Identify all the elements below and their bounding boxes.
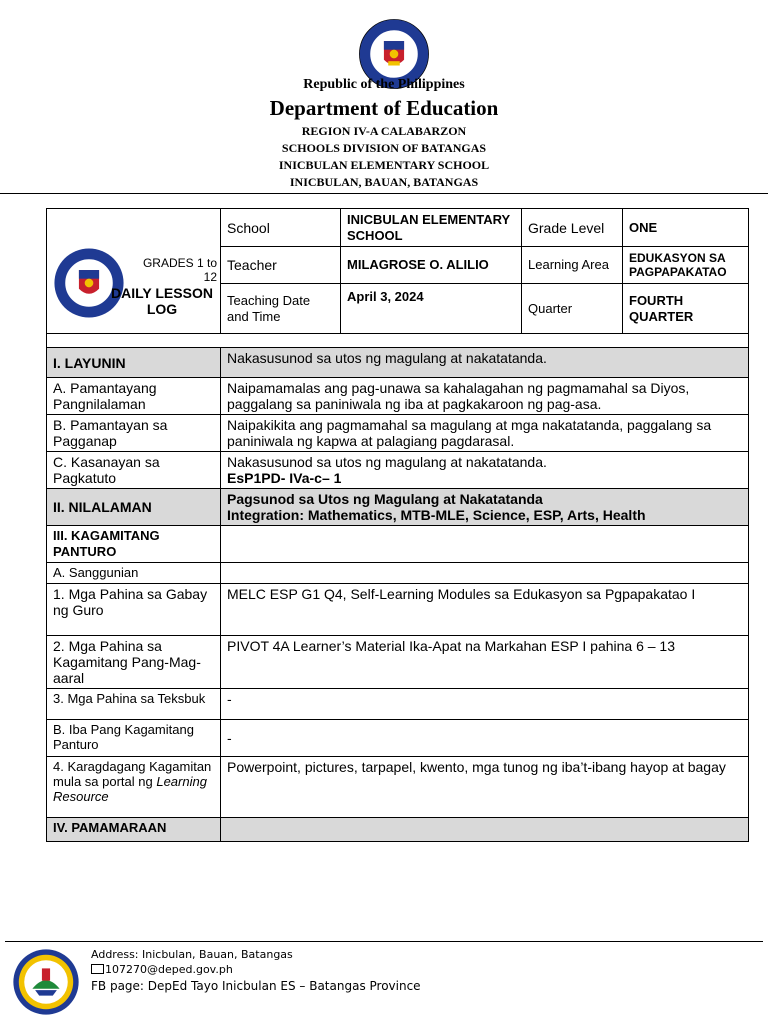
school-logo (12, 948, 80, 1016)
envelope-icon (91, 964, 104, 974)
teacher-label: Teacher (221, 247, 341, 284)
school-heading: INICBULAN ELEMENTARY SCHOOL (278, 158, 490, 172)
division-heading: SCHOOLS DIVISION OF BATANGAS (281, 141, 487, 155)
footer-fb[interactable]: FB page: DepEd Tayo Inicbulan ES – Batangas Province (91, 979, 421, 993)
teacher-value: MILAGROSE O. ALILIO (341, 247, 522, 284)
learning-resource-text: Learning Resource (53, 774, 207, 804)
pamantayang-pangnilalaman-label: A. Pamantayang Pangnilalaman (47, 378, 221, 415)
nilalaman-label: II. NILALAMAN (47, 489, 221, 526)
nilalaman-topic: Pagsunod sa Utos ng Magulang at Nakatatanda (227, 491, 543, 507)
iba-pang-kagamitan-label: B. Iba Pang Kagamitang Panturo (47, 720, 221, 757)
teksbuk-value: - (221, 689, 749, 720)
address-heading: INICBULAN, BAUAN, BATANGAS (289, 175, 479, 189)
layunin-label: I. LAYUNIN (47, 348, 221, 378)
competency-code: EsP1PD- IVa-c– 1 (227, 470, 342, 486)
footer-address: Address: Inicbulan, Bauan, Batangas (91, 948, 293, 961)
region-heading: REGION IV-A CALABARZON (301, 124, 467, 138)
karagdagang-kagamitan-value: Powerpoint, pictures, tarpapel, kwento, mga tunog ng iba’t-ibang hayop at bagay (221, 757, 749, 818)
pamamaraan-value (221, 818, 749, 842)
school-value: INICBULAN ELEMENTARY SCHOOL (341, 209, 522, 247)
nilalaman-integration: Integration: Mathematics, MTB-MLE, Science, ESP, Arts, Health (227, 507, 646, 523)
karagdagang-label-text: 4. Karagdagang Kagamitan mula sa portal ng (53, 759, 212, 789)
learning-area-label: Learning Area (522, 247, 623, 284)
grades-label: GRADES 1 to 12 (142, 256, 217, 284)
footer-divider (5, 941, 763, 942)
kasanayan-sa-pagkatuto-cell (221, 452, 749, 489)
sanggunian-value (221, 563, 749, 584)
kasanayan-sa-pagkatuto-label: C. Kasanayan sa Pagkatuto (47, 452, 221, 489)
kagamitang-pang-mag-aaral-value: PIVOT 4A Learner’s Material Ika-Apat na Markahan ESP I pahina 6 – 13 (221, 636, 749, 689)
lesson-log-table (46, 208, 749, 842)
header-divider (0, 193, 768, 194)
quarter-value: FOURTH QUARTER (623, 284, 749, 334)
iba-pang-kagamitan-value: - (221, 720, 749, 757)
republic-heading: Republic of the Philippines (303, 77, 465, 92)
kagamitang-panturo-value (221, 526, 749, 563)
grade-level-value: ONE (623, 209, 749, 247)
daily-lesson-log-title: DAILY LESSON LOG (111, 285, 213, 317)
karagdagang-kagamitan-label (47, 757, 221, 818)
footer-email[interactable]: 107270@deped.gov.ph (105, 963, 233, 976)
kasanayan-value: Nakasusunod sa utos ng magulang at nakatatanda. (227, 454, 547, 470)
teaching-date-label: Teaching Date and Time (221, 284, 341, 334)
pamantayan-sa-pagganap-label: B. Pamantayan sa Pagganap (47, 415, 221, 452)
sanggunian-label: A. Sanggunian (47, 563, 221, 584)
learning-area-value: EDUKASYON SA PAGPAPAKATAO (623, 247, 749, 284)
nilalaman-cell (221, 489, 749, 526)
pamantayan-sa-pagganap-value: Naipakikita ang pagmamahal sa magulang at mga nakatatanda, paggalang sa paniniwala ng kapwa at palagiang pagdarasal. (221, 415, 749, 452)
quarter-label: Quarter (522, 284, 623, 334)
kagamitang-pang-mag-aaral-label: 2. Mga Pahina sa Kagamitang Pang-Mag-aaral (47, 636, 221, 689)
pamamaraan-label: IV. PAMAMARAAN (47, 818, 221, 842)
footer-email-line (91, 963, 233, 976)
teksbuk-label: 3. Mga Pahina sa Teksbuk (47, 689, 221, 720)
school-label: School (221, 209, 341, 247)
gabay-ng-guro-label: 1. Mga Pahina sa Gabay ng Guro (47, 584, 221, 636)
pamantayang-pangnilalaman-value: Naipamamalas ang pag-unawa sa kahalagahan ng pagmamahal sa Diyos, paggalang sa paniniwala ng iba at pagkakaroon ng pag-asa. (221, 378, 749, 415)
log-title-cell (47, 209, 221, 334)
layunin-value: Nakasusunod sa utos ng magulang at nakatatanda. (221, 348, 749, 378)
department-heading: Department of Education (269, 96, 499, 120)
kagamitang-panturo-label: III. KAGAMITANG PANTURO (47, 526, 221, 563)
grade-level-label: Grade Level (522, 209, 623, 247)
spacer-row (47, 334, 749, 348)
teaching-date-value: April 3, 2024 (341, 284, 522, 334)
gabay-ng-guro-value: MELC ESP G1 Q4, Self-Learning Modules sa Edukasyon sa Pgpapakatao I (221, 584, 749, 636)
